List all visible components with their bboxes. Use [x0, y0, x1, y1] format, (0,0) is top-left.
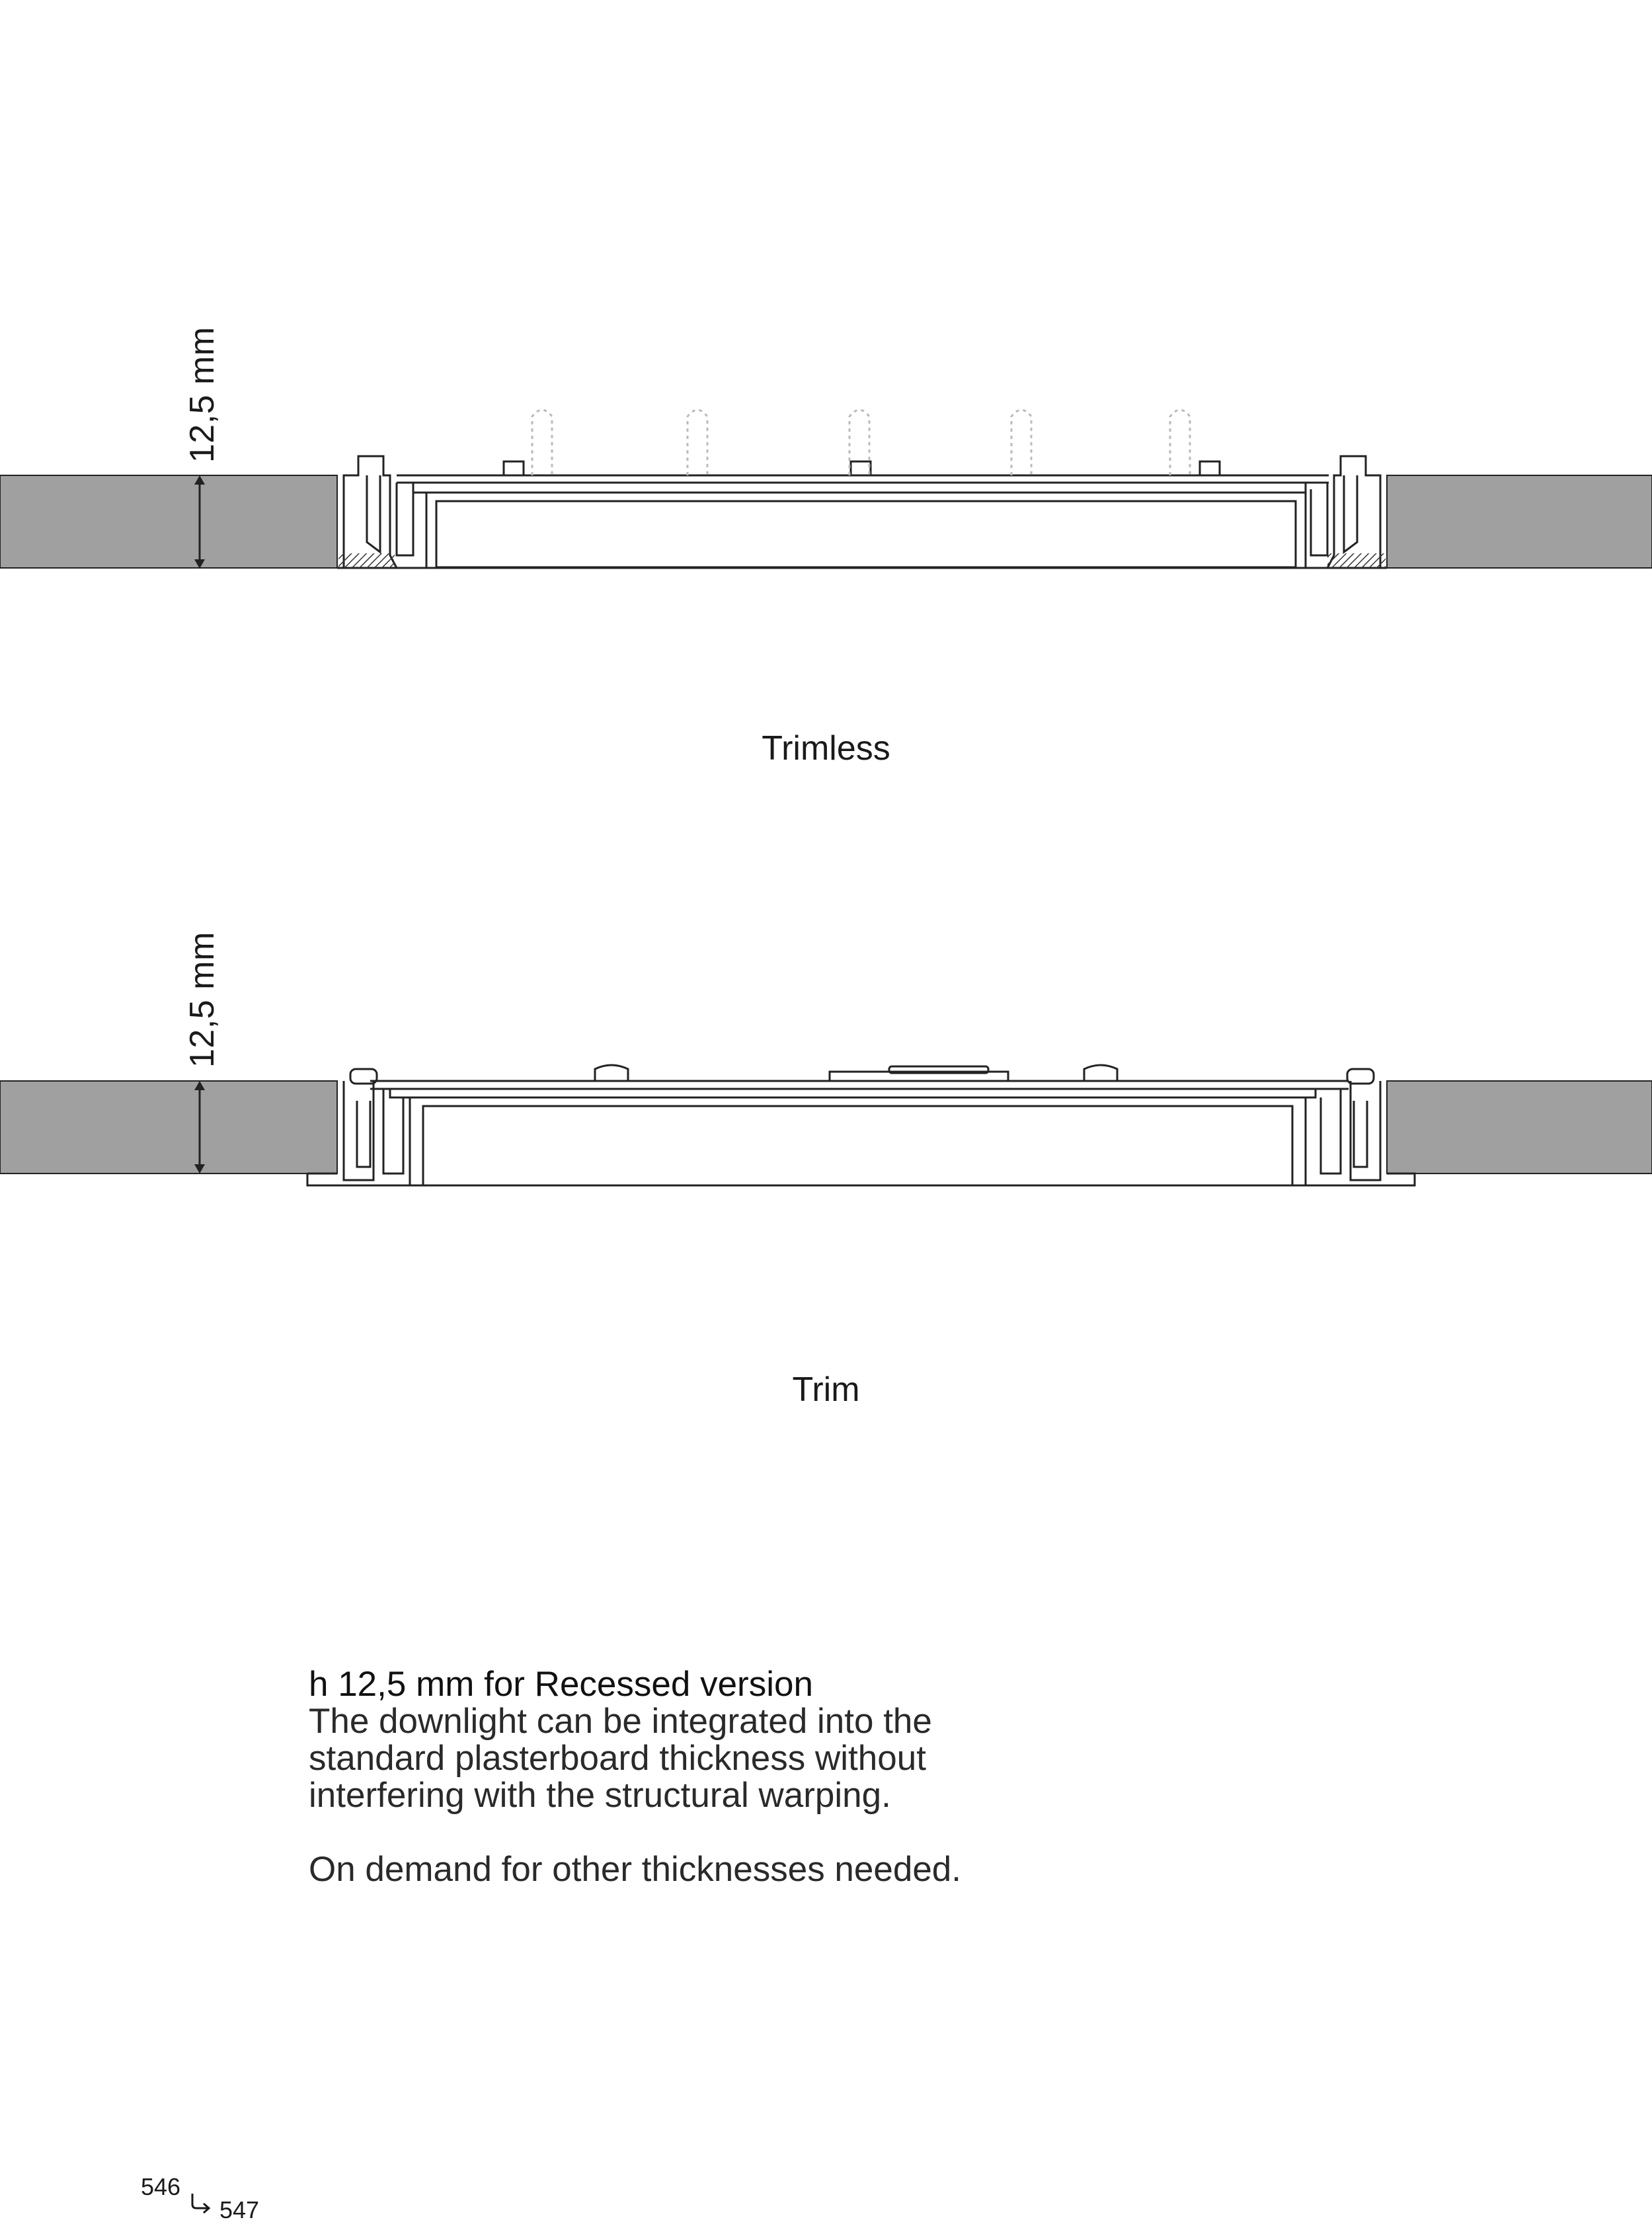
trimless-caption: Trimless	[762, 729, 890, 768]
trimless-section-diagram	[0, 291, 1652, 595]
page-number-next[interactable]: 547	[219, 2196, 260, 2223]
plasterboard-right	[1387, 475, 1652, 568]
adhesive-hatch-right	[1327, 553, 1386, 568]
description-line-1: The downlight can be integrated into the	[309, 1702, 932, 1741]
trim-dimension-label: 12,5 mm	[183, 932, 221, 1068]
trim-caption: Trim	[792, 1371, 860, 1409]
description-note: On demand for other thicknesses needed.	[309, 1850, 961, 1889]
dotted-spring-outlines	[532, 410, 1190, 475]
return-arrow-icon	[187, 2190, 214, 2216]
description-heading: h 12,5 mm for Recessed version	[309, 1665, 813, 1704]
description-block	[309, 1666, 1234, 1888]
plasterboard-right	[1387, 1081, 1652, 1174]
downlight-fixture	[307, 1065, 1415, 1185]
adhesive-hatch-left	[338, 553, 395, 568]
trimless-dimension-label: 12,5 mm	[183, 327, 221, 463]
page-number-current: 546	[141, 2173, 181, 2200]
description-line-2: standard plasterboard thickness without	[309, 1739, 926, 1778]
downlight-fixture	[337, 456, 1387, 568]
description-line-3: interfering with the structural warping.	[309, 1776, 891, 1815]
trim-section-diagram	[0, 896, 1652, 1213]
plasterboard-left	[0, 475, 337, 568]
plasterboard-left	[0, 1081, 337, 1174]
